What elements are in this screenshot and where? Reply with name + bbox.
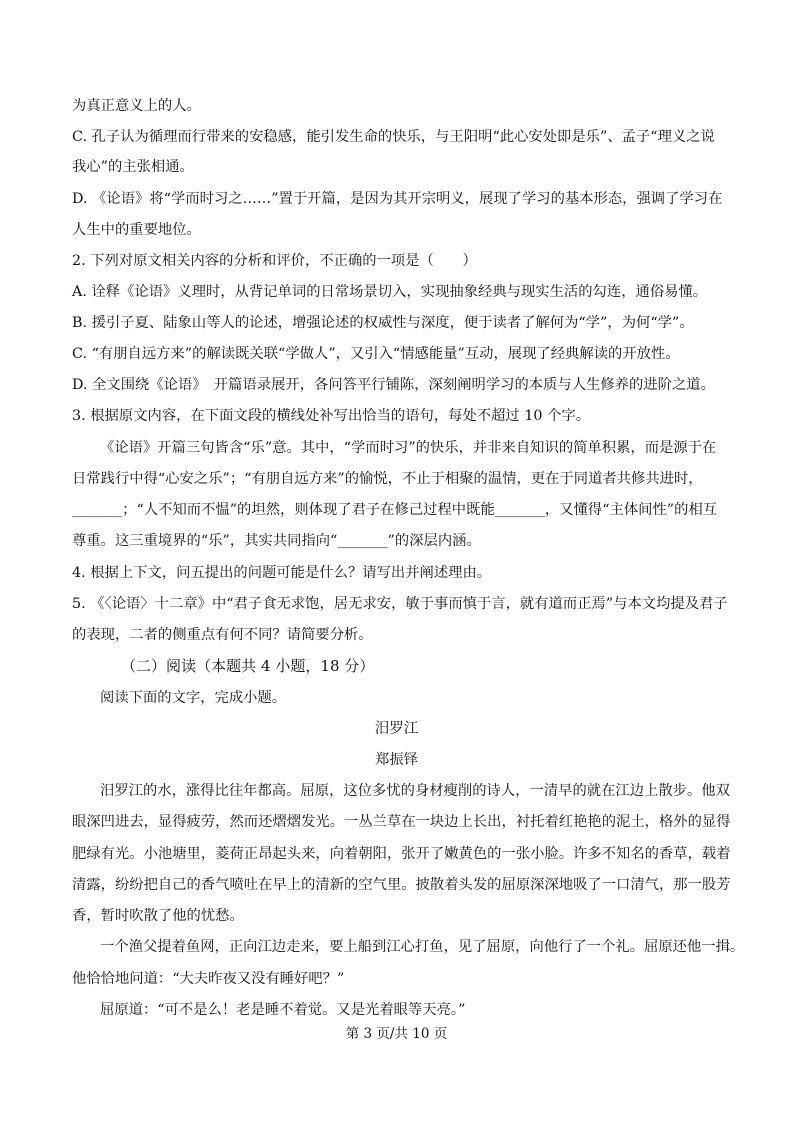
question-3: 3. 根据原文内容，在下面文段的横线处补写出恰当的语句，每处不超过 10 个字。 — [72, 408, 591, 424]
question-5-line-2: 的表现，二者的侧重点有何不同？请简要分析。 — [72, 627, 373, 643]
question-2-option-c: C. “有朋自远方来”的解读既关联“学做人”，又引入“情感能量”互动，展现了经典解读的开放性。 — [72, 346, 680, 362]
article-paragraph-3: 屈原道：“可不是么！老是睡不着觉。又是光着眼等天亮。” — [100, 1002, 466, 1018]
question-2-option-d: D. 全文围绕《论语》 开篇语录展开，各问答平行铺陈，深刻阐明学习的本质与人生修养的进阶之道。 — [72, 377, 715, 393]
option-d-line-1: D. 《论语》将“学而时习之……”置于开篇，是因为其开宗明义，展现了学习的基本形态，强调了学习在 — [72, 191, 723, 207]
option-c-line-2: 我心”的主张相通。 — [72, 159, 194, 175]
question-5-line-1: 5. 《〈论语〉十二章》中“君子食无求饱，居无求安，敏于事而慎于言，就有道而正焉”与本文均提及君子 — [72, 596, 728, 612]
option-c-line-1: C. 孔子认为循理而行带来的安稳感，能引发生命的快乐，与王阳明“此心安处即是乐”、孟子“理义之说 — [72, 129, 715, 145]
reading-instruction: 阅读下面的文字，完成小题。 — [100, 690, 287, 706]
question-3-passage-line-2: 日常践行中得“心安之乐”；“有朋自远方来”的愉悦，不止于相聚的温情，更在于同道者共修共进时， — [72, 471, 703, 487]
question-4: 4. 根据上下文，问五提出的问题可能是什么？请写出并阐述理由。 — [72, 565, 492, 581]
article-title: 汨罗江 — [374, 721, 419, 737]
article-paragraph-2-line-2: 他恰恰地问道：“大夫昨夜又没有睡好吧？” — [72, 971, 345, 987]
article-paragraph-1-line-3: 肥绿有光。小池塘里，菱荷正昂起头来，向着朝阳，张开了嫩黄色的一张小脸。许多不知名的香草，载着 — [72, 846, 731, 862]
article-paragraph-1-line-5: 香，暂时吹散了他的忧愁。 — [72, 908, 244, 924]
question-3-passage-line-3: _______；“人不知而不愠”的坦然，则体现了君子在修己过程中既能_______，又懂得“主体间性”的相互 — [72, 502, 718, 518]
article-paragraph-1-line-1: 汨罗江的水，涨得比往年都高。屈原，这位多忧的身材瘦削的诗人，一清早的就在江边上散步。他双 — [100, 783, 730, 799]
article-paragraph-1-line-2: 眼深凹进去，显得疲劳，然而还熠熠发光。一丛兰草在一块边上长出，衬托着红艳艳的泥土，格外的显得 — [72, 814, 731, 830]
question-2-option-a: A. 诠释《论语》义理时，从背记单词的日常场景切入，实现抽象经典与现实生活的勾连，通俗易懂。 — [72, 284, 708, 300]
paragraph-line-1: 为真正意义上的人。 — [72, 98, 201, 114]
question-2-option-b: B. 援引子夏、陆象山等人的论述，增强论述的权威性与深度，便于读者了解何为“学”，为何“学”。 — [72, 315, 694, 331]
page-footer: 第 3 页/共 10 页 — [345, 1026, 448, 1042]
article-paragraph-1-line-4: 清露，纷纷把自己的香气喷吐在早上的清新的空气里。披散着头发的屈原深深地吸了一口清气，那一股芳 — [72, 877, 731, 893]
section-heading: （二）阅读（本题共 4 小题，18 分） — [121, 657, 375, 675]
question-3-passage-line-1: 《论语》开篇三句皆含“乐”意。其中，“学而时习”的快乐，并非来自知识的简单积累，而是源于在 — [100, 440, 717, 456]
question-3-passage-line-4: 尊重。这三重境界的“乐”，其实共同指向“_______”的深层内涵。 — [72, 533, 481, 549]
article-paragraph-2-line-1: 一个渔父提着鱼网，正向江边走来，要上船到江心打鱼，见了屈原，向他行了一个礼。屈原还他一揖。 — [100, 939, 745, 955]
option-d-line-2: 人生中的重要地位。 — [72, 222, 201, 238]
article-author: 郑振铎 — [375, 752, 418, 768]
question-2: 2. 下列对原文相关内容的分析和评价，不正确的一项是（ ） — [72, 253, 477, 269]
